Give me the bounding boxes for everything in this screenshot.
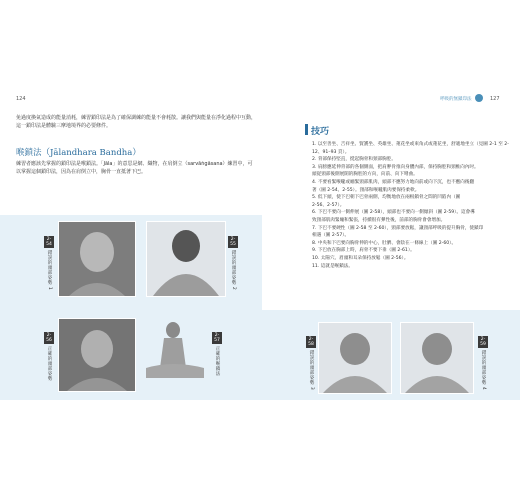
caption-2-56 xyxy=(44,332,54,381)
tip-item: 10. 太陽穴、眉頭和耳朵保持放鬆（圖 2-56）。 xyxy=(312,255,409,261)
section-title-jalandhara: 喉鎖法（Jālandhara Bandha） xyxy=(16,148,141,158)
tip-item: 3. 肩膀應延伸背部的各個側面，把肩胛骨推向身體內部，保持胸腔和頸椎向內吋。 xyxy=(312,164,479,170)
caption-number: 2-58 xyxy=(306,336,316,348)
tip-item: 1. 以至善坐、吉祥坐、賢護坐、英雄坐、蓮花坐或束角式或蓮花坐，舒適地坐立（見圖 2-1 至 2-12、91–93 頁）。 xyxy=(312,142,509,155)
caption-label: 錯誤的頭部姿勢 1 xyxy=(47,250,52,291)
photo-figure-2-54 xyxy=(58,221,136,297)
tip-item: 9. 下巴放在胸部上時，肩骨不要下垂（圖 2-61）。 xyxy=(312,248,415,254)
caption-2-55 xyxy=(228,236,238,290)
caption-number: 2-56 xyxy=(44,332,54,344)
caption-number: 2-57 xyxy=(212,332,222,344)
tip-item: 著（圖 2-54、2-55）。頸部和喉嚨肌肉要保持柔軟。 xyxy=(312,187,420,193)
tip-item: 相遇（圖 2-57）。 xyxy=(312,233,350,239)
tip-item: 6. 下巴不要向一側伸展（圖 2-58），頭部也不要向一側傾斜（圖 2-59）。這會導 xyxy=(312,210,475,216)
tip-item: 4. 不要看緊喉嚨或繃緊頸部肌肉，頭部不應努力地向前或向下沉，也不應向後翻 xyxy=(312,179,475,185)
left-intro-paragraph: 免過度換氣造成的能量消耗，練習鎖印法是為了確保調練的能量不會耗散。讓我們與能量在淨化過程中互動，這一鎖印法是體驗三摩地境界的必要條件。 xyxy=(16,115,257,129)
photo-figure-2-56 xyxy=(58,318,136,392)
caption-number: 2-54 xyxy=(44,236,54,248)
photo-figure-2-58 xyxy=(318,322,392,394)
tips-list xyxy=(312,141,512,270)
caption-label: 錯誤的頭部姿勢 4 xyxy=(481,350,486,391)
caption-number: 2-59 xyxy=(478,336,488,348)
caption-2-54 xyxy=(44,236,54,290)
tip-item: 2-56、2-57）。 xyxy=(312,202,345,208)
right-page-number: 127 xyxy=(490,96,500,102)
caption-2-59 xyxy=(478,336,488,390)
caption-number: 2-55 xyxy=(228,236,238,248)
caption-label: 錯誤的頭部姿勢 2 xyxy=(231,250,236,291)
photo-figure-2-59 xyxy=(400,322,474,394)
tip-item: 11. 這就是喉鎖法。 xyxy=(312,263,353,269)
caption-label: 錯誤的頭部姿勢 3 xyxy=(309,350,314,391)
tip-item: 5. 低下頭，使下巴朝下巴骨兩側，均衡地放在兩根鎖骨之間的凹陷內（圖 xyxy=(312,195,461,201)
tips-marker xyxy=(305,124,308,135)
running-head: 呼吸的無鎖印法 xyxy=(440,97,472,102)
left-body-paragraph: 練習者應該先掌握的鎖印法是喉鎖法。「Jāla」的意思是網、織物，在肩倒立（sarvāṅgāsana）練習中，可以掌握這個鎖印法，因為在肩倒立中，胸骨一直抵著下巴。 xyxy=(16,161,253,175)
tips-title: 技巧 xyxy=(311,127,330,137)
caption-label: 正確的頭部姿勢 xyxy=(47,346,52,381)
tip-item: 頭從頸部後側展開的胸腔的方向，向前、向下彎曲。 xyxy=(312,172,418,178)
left-page-number: 124 xyxy=(16,96,26,102)
tip-item: 8. 中央和下巴要向胸骨伸的中心，肚臍、會陰在一條線上（圖 2-60）。 xyxy=(312,240,457,246)
photo-figure-2-55 xyxy=(146,221,226,297)
chapter-badge-icon xyxy=(475,94,483,102)
tip-item: 致頸部肌肉緊繃和緊張，持續很有彈性後，前部的胸骨會會增加。 xyxy=(312,217,446,223)
tip-item: 2. 背部保持堅直，挺起胸骨和頸部胸腔。 xyxy=(312,157,396,163)
photo-figure-2-57 xyxy=(140,316,210,392)
caption-2-58 xyxy=(306,336,316,390)
caption-label: 正確的喉鎖法 xyxy=(215,346,220,376)
caption-2-57 xyxy=(212,332,222,376)
tip-item: 7. 下巴不要硬性（圖 2-58 至 2-60），頸部要放鬆，讓頸部呼吸的提升胸骨，使鎖印 xyxy=(312,225,484,231)
